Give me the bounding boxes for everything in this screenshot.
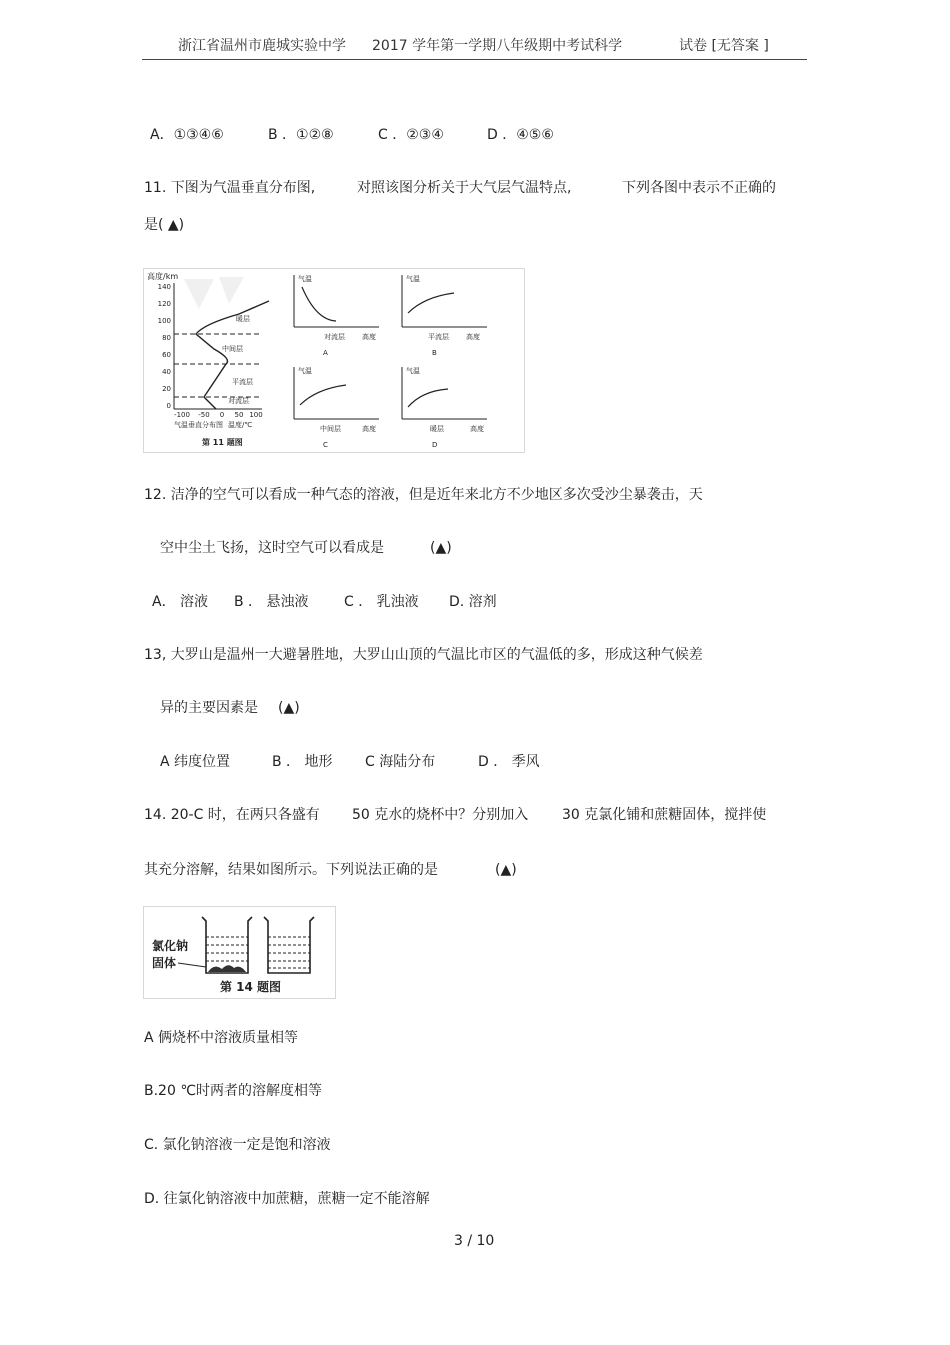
label-leader: [178, 963, 206, 967]
q14-figure-svg: [144, 907, 335, 998]
panel-layer: 暖层: [430, 425, 444, 433]
layer-label: 平流层: [232, 378, 253, 386]
fig11-label: 第 11 题图: [202, 438, 243, 447]
panel-ylabel: 气温: [298, 275, 312, 283]
q13-option-a: A 纬度位置: [160, 754, 231, 770]
q11-stem-line2: 是( ▲): [144, 217, 185, 233]
xtick: 0: [219, 411, 225, 419]
panel-ylabel: 气温: [406, 367, 420, 375]
panel-layer: 对流层: [324, 333, 345, 341]
beaker-sucrose: [264, 917, 314, 973]
q11-stem-b: 对照该图分析关于大气层气温特点,: [357, 180, 572, 196]
layer-label: 中间层: [222, 345, 243, 353]
ytick: 100: [157, 317, 171, 325]
q11-stem-c: 下列各图中表示不正确的: [622, 180, 776, 196]
ytick: 60: [162, 351, 171, 359]
curve-increasing: [408, 389, 448, 407]
ytick: 80: [162, 334, 171, 342]
solid-label: 固体: [152, 956, 177, 970]
prev-option-c: C ．②③④: [378, 127, 444, 143]
q11-stem-a: 11. 下图为气温垂直分布图,: [144, 180, 316, 196]
ytick: 0: [166, 402, 171, 410]
panel-d: [402, 366, 487, 449]
panel-layer: 中间层: [320, 425, 341, 433]
panel-xlabel: 高度: [362, 425, 376, 433]
page-header: [140, 33, 807, 55]
q12-option-a: A． 溶液: [152, 594, 209, 610]
curve-decreasing: [302, 287, 336, 321]
beaker-nacl: [202, 917, 252, 973]
q14-option-c: C. 氯化钠溶液一定是饱和溶液: [144, 1137, 331, 1153]
panel-letter: C: [323, 441, 328, 449]
q13-option-b: B ． 地形: [272, 754, 333, 770]
header-school: 浙江省温州市鹿城实验中学: [178, 38, 346, 54]
panel-xlabel: 高度: [466, 333, 480, 341]
xtick: 50: [234, 411, 244, 419]
xtick: -50: [198, 411, 210, 419]
panel-letter: B: [432, 349, 437, 357]
layer-label: 对流层: [228, 397, 249, 405]
q14-option-a: A 俩烧杯中溶液质量相等: [144, 1030, 299, 1046]
page-number: 3 / 10: [454, 1233, 495, 1249]
prev-option-a: A．①③④⑥: [150, 127, 224, 143]
undissolved-solid: [208, 965, 246, 972]
q12-option-d: D. 溶剂: [449, 594, 497, 610]
q13-answer-mark: (▲): [278, 700, 300, 716]
ytick: 20: [162, 385, 171, 393]
main-chart: [147, 271, 269, 447]
xtick: -100: [174, 411, 190, 419]
q13-stem-line1: 13, 大罗山是温州一大避暑胜地，大罗山山顶的气温比市区的气温低的多，形成这种气候差: [144, 647, 703, 663]
q12-answer-mark: (▲): [430, 540, 452, 556]
q14-option-b: B.20 ℃时两者的溶解度相等: [144, 1083, 323, 1099]
q14-stem-a: 14. 20-C 时，在两只各盛有: [144, 807, 320, 823]
q14-option-d: D. 往氯化钠溶液中加蔗糖，蔗糖一定不能溶解: [144, 1191, 430, 1207]
fig14-caption: 第 14 题图: [220, 980, 282, 994]
q14-stem-line2: 其充分溶解，结果如图所示。下列说法正确的是: [144, 862, 438, 878]
q13-option-d: D ． 季风: [478, 754, 540, 770]
curve-increasing: [408, 293, 454, 313]
panel-letter: D: [432, 441, 438, 449]
panel-a: [294, 274, 379, 357]
q14-figure: [143, 906, 336, 999]
main-caption: 气温垂直分布图: [174, 421, 223, 429]
xtick: 100: [249, 411, 263, 419]
panel-ylabel: 气温: [406, 275, 420, 283]
q14-stem-c: 30 克氯化铺和蔗糖固体，搅拌使: [562, 807, 767, 823]
q12-option-b: B ． 悬浊液: [234, 594, 309, 610]
q13-option-c: C 海陆分布: [365, 754, 436, 770]
curve-increasing: [300, 385, 346, 405]
ytick: 40: [162, 368, 171, 376]
q12-stem-line1: 12. 洁净的空气可以看成一种气态的溶液，但是近年来北方不少地区多次受沙尘暴袭击，天: [144, 487, 703, 503]
q12-option-c: C ． 乳浊液: [344, 594, 419, 610]
header-note: 试卷 [无答案 ]: [679, 38, 769, 54]
panel-ylabel: 气温: [298, 367, 312, 375]
ytick: 140: [157, 283, 171, 291]
panel-xlabel: 高度: [470, 425, 484, 433]
main-ylabel: 高度/km: [147, 272, 179, 281]
q14-answer-mark: (▲): [495, 862, 517, 878]
nacl-label: 氯化钠: [152, 939, 189, 953]
panel-b: [402, 274, 487, 357]
panel-layer: 平流层: [428, 333, 449, 341]
layer-label: 暖层: [236, 315, 250, 323]
header-rule: [142, 59, 807, 60]
q13-stem-line2: 异的主要因素是: [160, 700, 258, 716]
q11-figure: [143, 268, 525, 453]
q14-stem-b: 50 克水的烧杯中？分别加入: [352, 807, 529, 823]
watermark-mark: [184, 277, 244, 309]
q11-figure-svg: [144, 269, 524, 452]
temperature-curve: [196, 301, 269, 409]
ytick: 120: [157, 300, 171, 308]
panel-letter: A: [323, 349, 328, 357]
main-xlabel: 温度/℃: [228, 421, 253, 429]
q12-stem-line2: 空中尘土飞扬，这时空气可以看成是: [160, 540, 384, 556]
header-exam: 2017 学年第一学期八年级期中考试科学: [372, 38, 623, 54]
panel-xlabel: 高度: [362, 333, 376, 341]
prev-option-b: B ．①②⑧: [268, 127, 334, 143]
panel-c: [294, 366, 379, 449]
prev-option-d: D ．④⑤⑥: [487, 127, 554, 143]
